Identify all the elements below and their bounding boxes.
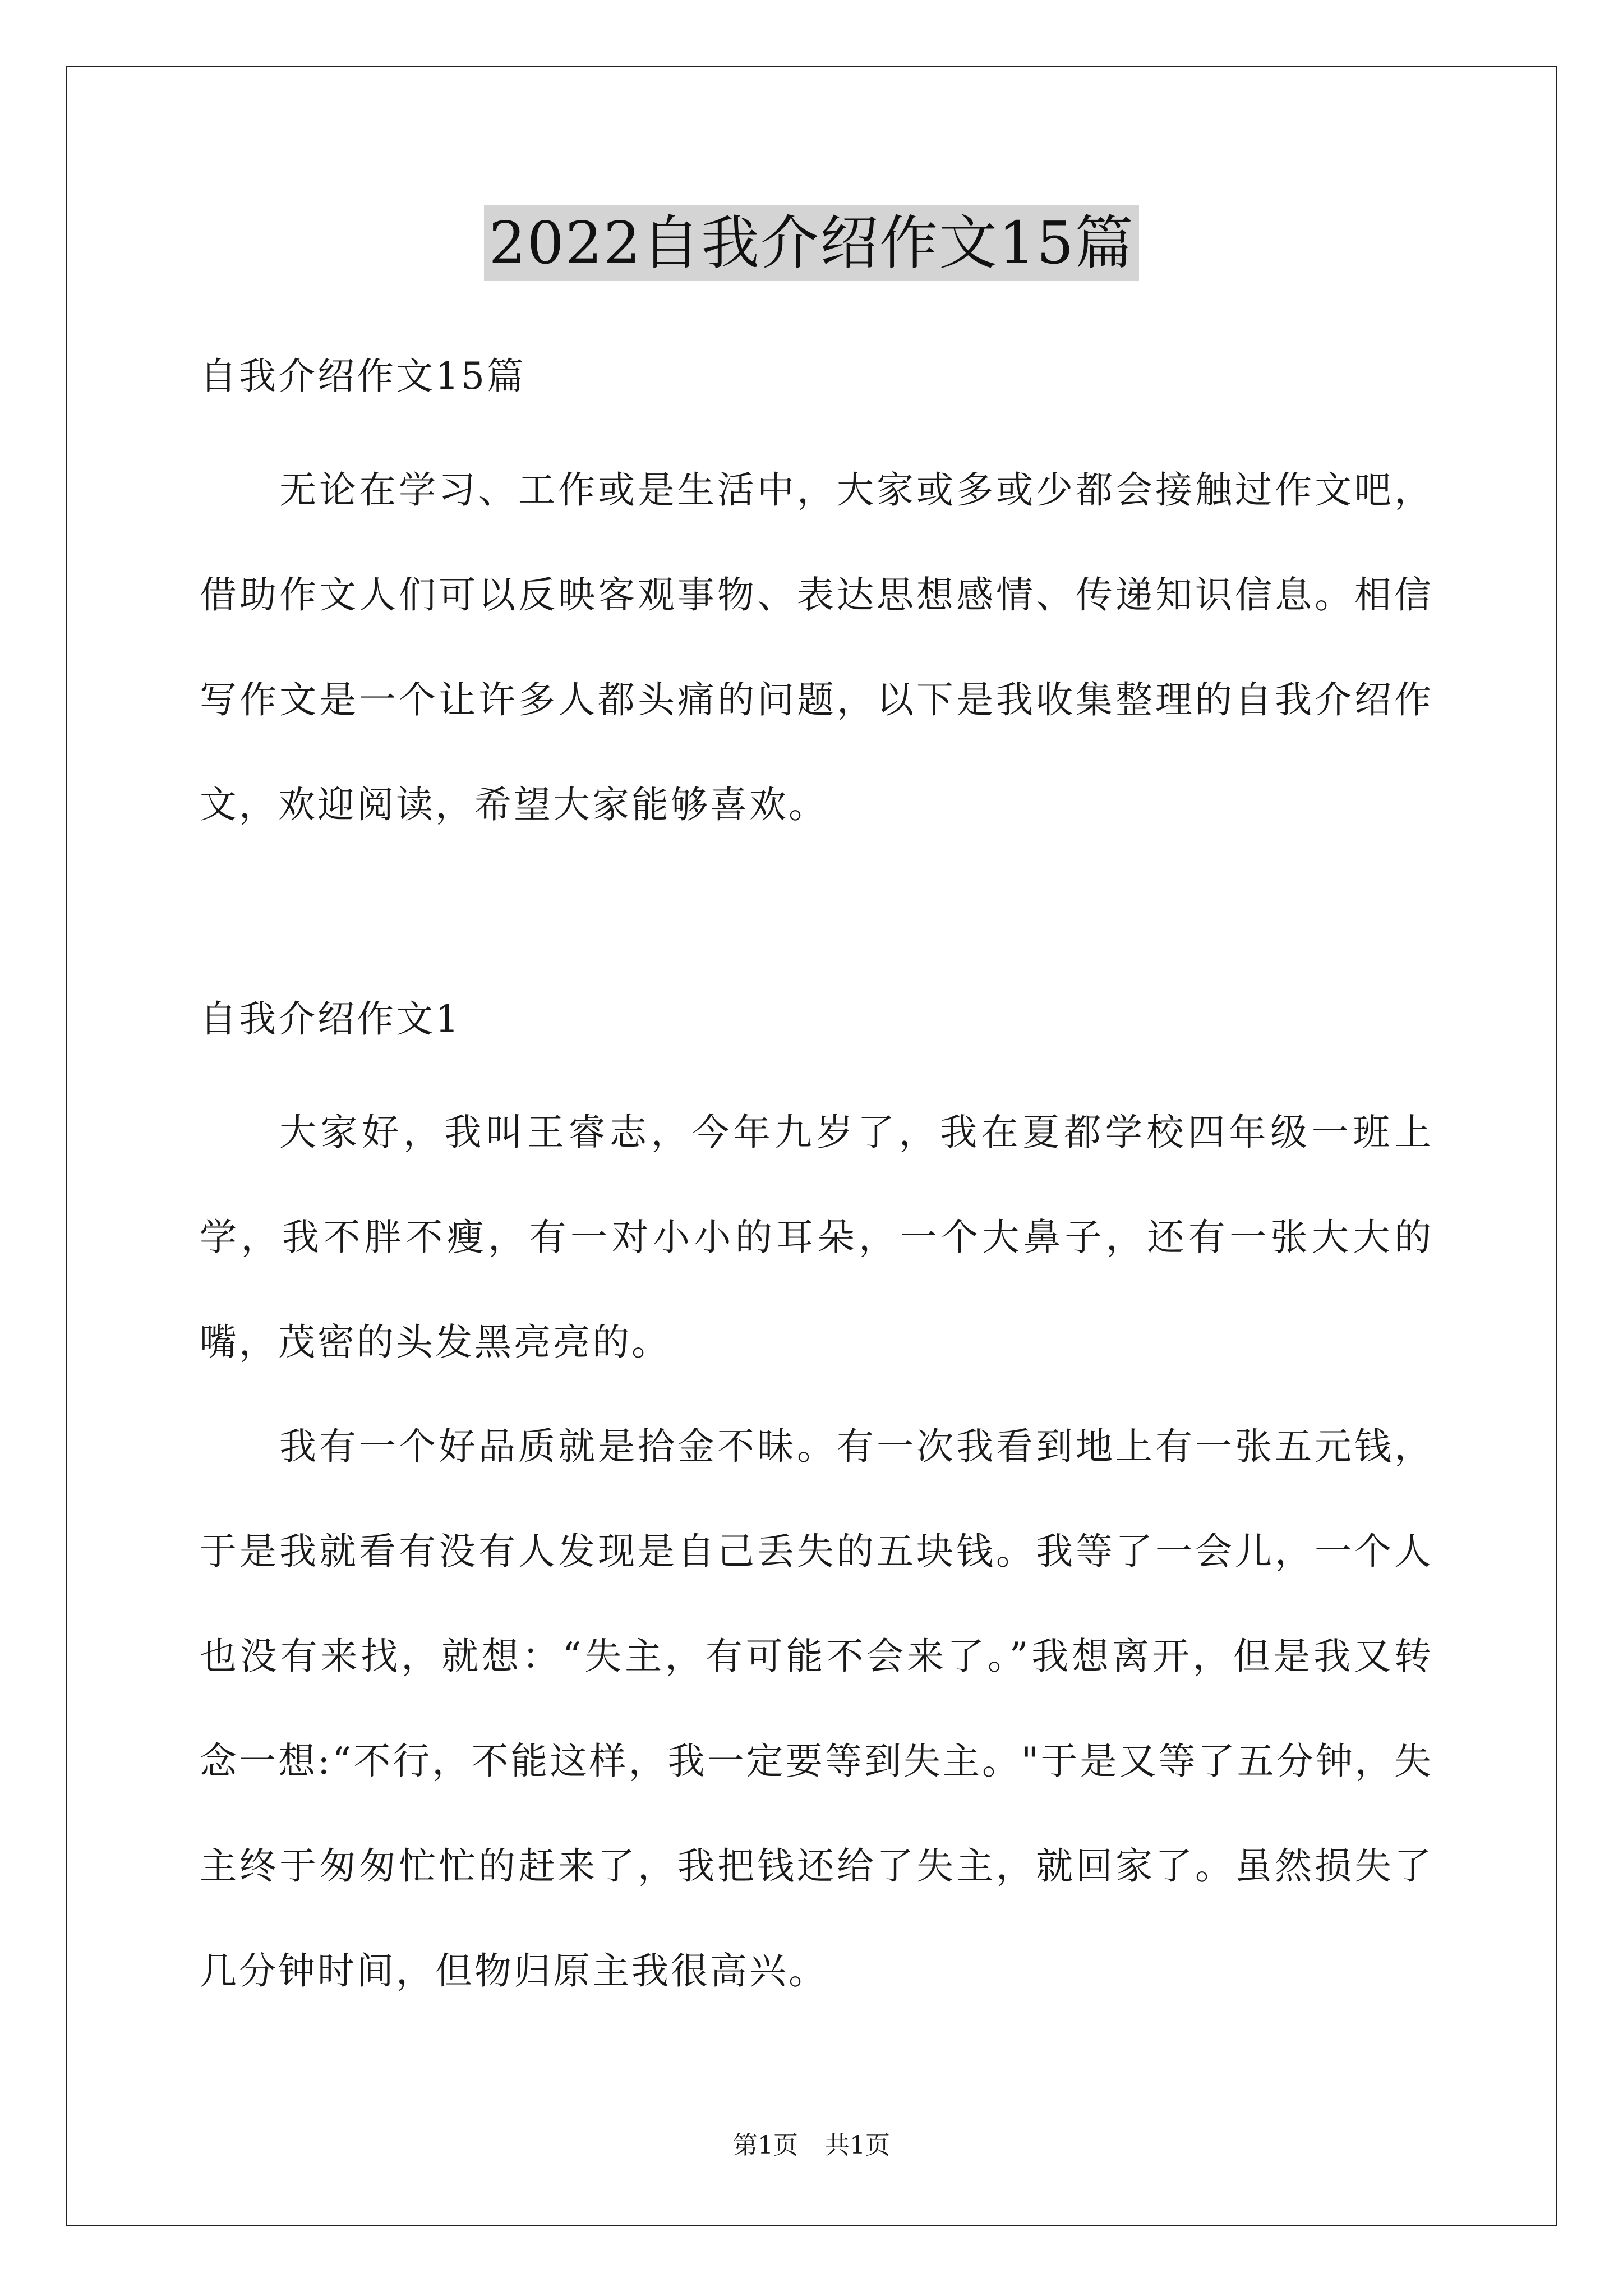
intro-paragraph: 无论在学习、工作或是生活中，大家或多或少都会接触过作文吧，借助作文人们可以反映客观事物、表达思想感情、传递知识信息。相信写作文是一个让许多人都头痛的问题，以下是我收集整理的自我介绍作文，欢迎阅读，希望大家能够喜欢。 [200,468,1433,826]
document-title: 2022自我介绍作文15篇 [484,205,1138,281]
page-footer [0,2129,1623,2162]
page-number-current: 第1页 [733,2131,798,2160]
page-number-total: 共1页 [825,2131,890,2160]
title-container [0,205,1623,281]
body-paragraph-2: 我有一个好品质就是拾金不昧。有一次我看到地上有一张五元钱，于是我就看有没有人发现是自己丢失的五块钱。我等了一会儿，一个人也没有来找，就想：“失主，有可能不会来了。”我想离开，但是我又转念一想:“不行，不能这样，我一定要等到失主。"于是又等了五分钟，失主终于匆匆忙忙的赶来了，我把钱还给了失主，就回家了。虽然损失了几分钟时间，但物归原主我很高兴。 [200,1425,1433,1993]
document-subtitle: 自我介绍作文15篇 [200,355,526,398]
section-heading: 自我介绍作文1 [200,997,461,1041]
body-paragraph-1: 大家好，我叫王睿志，今年九岁了，我在夏都学校四年级一班上学，我不胖不瘦，有一对小小的耳朵，一个大鼻子，还有一张大大的嘴，茂密的头发黑亮亮的。 [200,1111,1433,1364]
